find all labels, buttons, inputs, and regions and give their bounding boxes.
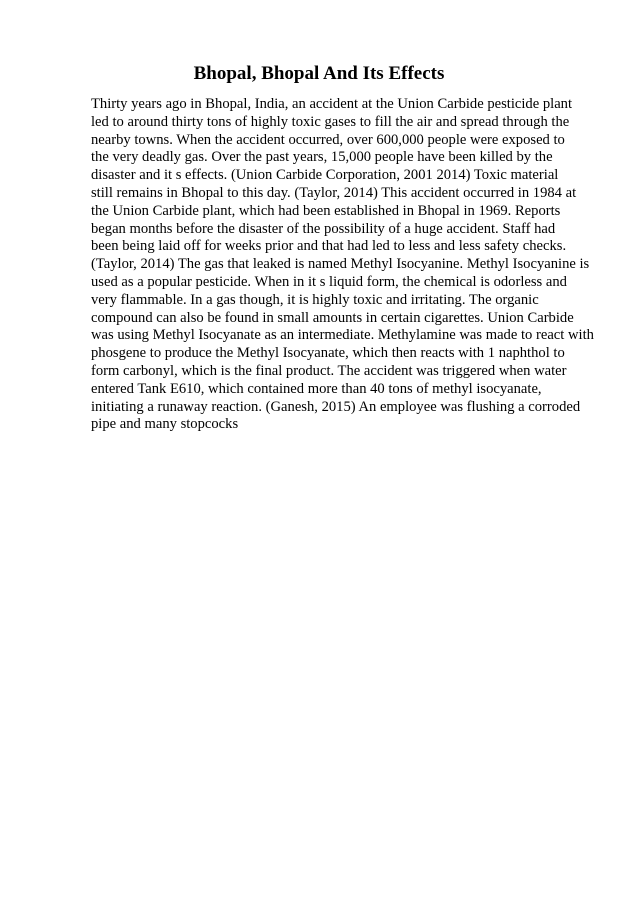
- text-line: the very deadly gas. Over the past years, 15,000 people have been killed by the: [91, 149, 553, 166]
- text-line: was using Methyl Isocyanate as an intermediate. Methylamine was made to react with: [91, 327, 594, 344]
- text-line: very flammable. In a gas though, it is highly toxic and irritating. The organic: [91, 291, 539, 308]
- text-line: disaster and it s effects. (Union Carbide Corporation, 2001 2014) Toxic material: [91, 167, 559, 184]
- text-line: led to around thirty tons of highly toxic gases to fill the air and spread through the: [91, 113, 570, 130]
- text-line: compound can also be found in small amounts in certain cigarettes. Union Carbide: [91, 309, 574, 326]
- text-line: form carbonyl, which is the final product. The accident was triggered when water: [91, 362, 567, 379]
- text-line: pipe and many stopcocks: [91, 416, 239, 433]
- text-line: used as a popular pesticide. When in it s liquid form, the chemical is odorless and: [91, 273, 567, 290]
- text-line: been being laid off for weeks prior and that had led to less and less safety checks.: [91, 238, 567, 255]
- text-line: (Taylor, 2014) The gas that leaked is named Methyl Isocyanine. Methyl Isocyanine is: [91, 256, 590, 273]
- text-line: initiating a runaway reaction. (Ganesh, 2015) An employee was flushing a corroded: [91, 398, 581, 415]
- text-line: Thirty years ago in Bhopal, India, an accident at the Union Carbide pesticide plant: [91, 96, 573, 112]
- text-line: entered Tank E610, which contained more than 40 tons of methyl isocyanate,: [91, 380, 542, 397]
- text-line: nearby towns. When the accident occurred, over 600,000 people were exposed to: [91, 131, 565, 148]
- text-line: phosgene to produce the Methyl Isocyanate, which then reacts with 1 naphthol to: [91, 345, 565, 362]
- page-title: Bhopal, Bhopal And Its Effects: [193, 63, 445, 84]
- body-paragraph: [91, 96, 601, 434]
- text-line: began months before the disaster of the possibility of a huge accident. Staff had: [91, 220, 556, 237]
- text-line: the Union Carbide plant, which had been established in Bhopal in 1969. Reports: [91, 202, 561, 219]
- text-line: still remains in Bhopal to this day. (Taylor, 2014) This accident occurred in 1984 at: [91, 184, 577, 201]
